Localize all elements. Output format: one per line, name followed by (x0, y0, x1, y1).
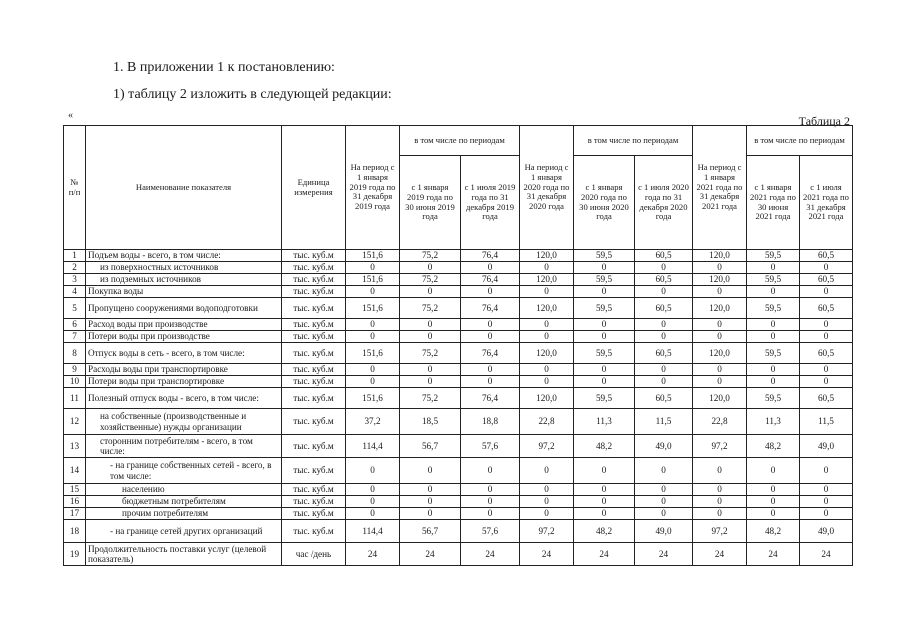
value-cell: 0 (747, 508, 800, 520)
row-number-cell: 9 (64, 364, 86, 376)
value-cell: 0 (346, 364, 400, 376)
value-cell: 120,0 (520, 250, 574, 262)
header-h2-2019: с 1 июля 2019 года по 31 декабря 2019 года (461, 156, 520, 250)
header-incl-2021: в том числе по периодам (747, 126, 853, 156)
value-cell: 59,5 (747, 298, 800, 319)
table-row (64, 376, 853, 388)
value-cell: 24 (635, 543, 693, 566)
indicator-name-cell: - на границе собственных сетей - всего, в том числе: (86, 458, 282, 484)
value-cell: 0 (520, 262, 574, 274)
value-cell: 76,4 (461, 388, 520, 409)
value-cell: 0 (461, 364, 520, 376)
value-cell: 120,0 (693, 250, 747, 262)
header-period-2019: На период с 1 января 2019 года по 31 декабря 2019 года (346, 126, 400, 250)
header-period-2020: На период с 1 января 2020 года по 31 декабря 2020 года (520, 126, 574, 250)
unit-cell: тыс. куб.м (282, 435, 346, 458)
value-cell: 59,5 (574, 343, 635, 364)
value-cell: 151,6 (346, 298, 400, 319)
value-cell: 59,5 (574, 274, 635, 286)
unit-cell: тыс. куб.м (282, 331, 346, 343)
value-cell: 151,6 (346, 388, 400, 409)
value-cell: 120,0 (693, 298, 747, 319)
value-cell: 0 (574, 364, 635, 376)
unit-cell: тыс. куб.м (282, 376, 346, 388)
value-cell: 75,2 (400, 298, 461, 319)
value-cell: 60,5 (800, 343, 853, 364)
value-cell: 0 (800, 376, 853, 388)
value-cell: 97,2 (520, 520, 574, 543)
opening-quote: « (68, 110, 73, 121)
value-cell: 97,2 (693, 435, 747, 458)
table-row (64, 543, 853, 566)
value-cell: 0 (635, 319, 693, 331)
value-cell: 0 (747, 496, 800, 508)
value-cell: 0 (635, 262, 693, 274)
value-cell: 0 (346, 286, 400, 298)
value-cell: 0 (574, 262, 635, 274)
value-cell: 59,5 (747, 343, 800, 364)
value-cell: 60,5 (635, 274, 693, 286)
value-cell: 22,8 (693, 409, 747, 435)
unit-cell: тыс. куб.м (282, 388, 346, 409)
value-cell: 49,0 (800, 435, 853, 458)
table-row (64, 331, 853, 343)
header-unit: Единица измерения (282, 126, 346, 250)
value-cell: 0 (461, 319, 520, 331)
header-name: Наименование показателя (86, 126, 282, 250)
table-row (64, 388, 853, 409)
header-incl-2019: в том числе по периодам (400, 126, 520, 156)
table-caption: Таблица 2 (798, 114, 850, 128)
value-cell: 60,5 (800, 298, 853, 319)
indicator-name-cell: Пропущено сооружениями водоподготовки (86, 298, 282, 319)
value-cell: 0 (747, 319, 800, 331)
value-cell: 0 (747, 458, 800, 484)
row-number-cell: 11 (64, 388, 86, 409)
table-row (64, 262, 853, 274)
header-h1-2019: с 1 января 2019 года по 30 июня 2019 года (400, 156, 461, 250)
row-number-cell: 2 (64, 262, 86, 274)
value-cell: 0 (400, 364, 461, 376)
value-cell: 48,2 (574, 435, 635, 458)
value-cell: 97,2 (693, 520, 747, 543)
unit-cell: тыс. куб.м (282, 298, 346, 319)
value-cell: 75,2 (400, 388, 461, 409)
value-cell: 60,5 (800, 250, 853, 262)
value-cell: 57,6 (461, 435, 520, 458)
value-cell: 0 (400, 458, 461, 484)
row-number-cell: 14 (64, 458, 86, 484)
indicator-name-cell: Потери воды при производстве (86, 331, 282, 343)
value-cell: 0 (400, 286, 461, 298)
value-cell: 0 (461, 376, 520, 388)
indicator-name-cell: - на границе сетей других организаций (86, 520, 282, 543)
row-number-cell: 15 (64, 484, 86, 496)
unit-cell: тыс. куб.м (282, 364, 346, 376)
value-cell: 11,5 (635, 409, 693, 435)
value-cell: 76,4 (461, 298, 520, 319)
intro-line-2: 1) таблицу 2 изложить в следующей редакции: (113, 87, 392, 102)
value-cell: 0 (520, 331, 574, 343)
value-cell: 0 (747, 484, 800, 496)
indicator-name-cell: населению (86, 484, 282, 496)
value-cell: 0 (693, 496, 747, 508)
value-cell: 0 (800, 319, 853, 331)
value-cell: 0 (400, 484, 461, 496)
value-cell: 24 (800, 543, 853, 566)
indicator-name-cell: Расходы воды при транспортировке (86, 364, 282, 376)
row-number-cell: 1 (64, 250, 86, 262)
row-number-cell: 18 (64, 520, 86, 543)
value-cell: 0 (461, 286, 520, 298)
table-row (64, 496, 853, 508)
value-cell: 0 (635, 376, 693, 388)
value-cell: 75,2 (400, 250, 461, 262)
value-cell: 49,0 (635, 435, 693, 458)
value-cell: 60,5 (635, 343, 693, 364)
indicator-name-cell: Покупка воды (86, 286, 282, 298)
value-cell: 0 (747, 262, 800, 274)
value-cell: 22,8 (520, 409, 574, 435)
value-cell: 0 (693, 376, 747, 388)
unit-cell: тыс. куб.м (282, 319, 346, 331)
value-cell: 97,2 (520, 435, 574, 458)
value-cell: 18,5 (400, 409, 461, 435)
value-cell: 0 (800, 484, 853, 496)
value-cell: 11,3 (574, 409, 635, 435)
value-cell: 0 (574, 286, 635, 298)
value-cell: 0 (346, 319, 400, 331)
unit-cell: тыс. куб.м (282, 274, 346, 286)
value-cell: 0 (635, 484, 693, 496)
row-number-cell: 12 (64, 409, 86, 435)
table-row (64, 484, 853, 496)
value-cell: 0 (346, 262, 400, 274)
table-row (64, 274, 853, 286)
indicator-name-cell: Продолжительность поставки услуг (целевой показатель) (86, 543, 282, 566)
row-number-cell: 19 (64, 543, 86, 566)
indicators-table (63, 125, 853, 566)
table-row (64, 435, 853, 458)
value-cell: 0 (400, 508, 461, 520)
value-cell: 37,2 (346, 409, 400, 435)
value-cell: 24 (747, 543, 800, 566)
table-row (64, 520, 853, 543)
value-cell: 0 (635, 496, 693, 508)
value-cell: 24 (693, 543, 747, 566)
value-cell: 0 (635, 286, 693, 298)
value-cell: 0 (747, 376, 800, 388)
row-number-cell: 13 (64, 435, 86, 458)
indicator-name-cell: Потери воды при транспортировке (86, 376, 282, 388)
value-cell: 0 (747, 286, 800, 298)
value-cell: 0 (520, 286, 574, 298)
unit-cell: тыс. куб.м (282, 262, 346, 274)
value-cell: 59,5 (574, 250, 635, 262)
value-cell: 48,2 (747, 435, 800, 458)
unit-cell: тыс. куб.м (282, 508, 346, 520)
value-cell: 0 (520, 458, 574, 484)
table-row (64, 343, 853, 364)
intro-line-1: 1. В приложении 1 к постановлению: (113, 60, 335, 75)
value-cell: 0 (400, 376, 461, 388)
value-cell: 18,8 (461, 409, 520, 435)
value-cell: 60,5 (800, 274, 853, 286)
value-cell: 0 (346, 376, 400, 388)
value-cell: 0 (693, 286, 747, 298)
unit-cell: тыс. куб.м (282, 484, 346, 496)
indicator-name-cell: прочим потребителям (86, 508, 282, 520)
value-cell: 0 (461, 496, 520, 508)
value-cell: 0 (800, 286, 853, 298)
table-row (64, 250, 853, 262)
indicator-name-cell: Подъем воды - всего, в том числе: (86, 250, 282, 262)
value-cell: 0 (800, 331, 853, 343)
value-cell: 0 (346, 508, 400, 520)
value-cell: 0 (574, 458, 635, 484)
table-row (64, 298, 853, 319)
value-cell: 48,2 (574, 520, 635, 543)
value-cell: 0 (800, 496, 853, 508)
row-number-cell: 7 (64, 331, 86, 343)
indicator-name-cell: бюджетным потребителям (86, 496, 282, 508)
value-cell: 49,0 (635, 520, 693, 543)
unit-cell: тыс. куб.м (282, 343, 346, 364)
value-cell: 120,0 (693, 343, 747, 364)
value-cell: 59,5 (747, 274, 800, 286)
table-row (64, 286, 853, 298)
value-cell: 0 (635, 458, 693, 484)
header-h1-2021: с 1 января 2021 года по 30 июня 2021 года (747, 156, 800, 250)
row-number-cell: 17 (64, 508, 86, 520)
value-cell: 0 (800, 458, 853, 484)
value-cell: 60,5 (635, 388, 693, 409)
value-cell: 0 (461, 508, 520, 520)
value-cell: 0 (400, 496, 461, 508)
unit-cell: час /день (282, 543, 346, 566)
value-cell: 0 (520, 508, 574, 520)
value-cell: 59,5 (574, 298, 635, 319)
value-cell: 0 (574, 496, 635, 508)
value-cell: 76,4 (461, 343, 520, 364)
header-num: № п/п (64, 126, 86, 250)
value-cell: 0 (635, 331, 693, 343)
value-cell: 56,7 (400, 435, 461, 458)
header-period-2021: На период с 1 января 2021 года по 31 декабря 2021 года (693, 126, 747, 250)
value-cell: 114,4 (346, 520, 400, 543)
unit-cell: тыс. куб.м (282, 250, 346, 262)
value-cell: 75,2 (400, 274, 461, 286)
value-cell: 0 (346, 331, 400, 343)
value-cell: 49,0 (800, 520, 853, 543)
indicator-name-cell: Расход воды при производстве (86, 319, 282, 331)
value-cell: 120,0 (520, 298, 574, 319)
value-cell: 0 (635, 364, 693, 376)
value-cell: 120,0 (520, 343, 574, 364)
row-number-cell: 5 (64, 298, 86, 319)
value-cell: 57,6 (461, 520, 520, 543)
value-cell: 0 (400, 262, 461, 274)
value-cell: 0 (520, 496, 574, 508)
row-number-cell: 10 (64, 376, 86, 388)
value-cell: 75,2 (400, 343, 461, 364)
header-incl-2020: в том числе по периодам (574, 126, 693, 156)
value-cell: 24 (520, 543, 574, 566)
value-cell: 120,0 (693, 274, 747, 286)
value-cell: 11,5 (800, 409, 853, 435)
value-cell: 59,5 (747, 388, 800, 409)
header-h2-2020: с 1 июля 2020 года по 31 декабря 2020 года (635, 156, 693, 250)
header-h2-2021: с 1 июля 2021 года по 31 декабря 2021 года (800, 156, 853, 250)
indicator-name-cell: сторонним потребителям - всего, в том числе: (86, 435, 282, 458)
value-cell: 0 (346, 484, 400, 496)
value-cell: 0 (693, 458, 747, 484)
indicator-name-cell: из поверхностных источников (86, 262, 282, 274)
value-cell: 56,7 (400, 520, 461, 543)
value-cell: 76,4 (461, 250, 520, 262)
row-number-cell: 16 (64, 496, 86, 508)
value-cell: 24 (574, 543, 635, 566)
row-number-cell: 3 (64, 274, 86, 286)
value-cell: 59,5 (747, 250, 800, 262)
table-row (64, 319, 853, 331)
table-row (64, 364, 853, 376)
row-number-cell: 4 (64, 286, 86, 298)
value-cell: 0 (693, 508, 747, 520)
value-cell: 0 (800, 262, 853, 274)
value-cell: 0 (461, 458, 520, 484)
value-cell: 151,6 (346, 250, 400, 262)
value-cell: 0 (520, 484, 574, 496)
indicator-name-cell: из подземных источников (86, 274, 282, 286)
table-row (64, 409, 853, 435)
value-cell: 48,2 (747, 520, 800, 543)
unit-cell: тыс. куб.м (282, 286, 346, 298)
table-row (64, 508, 853, 520)
value-cell: 0 (635, 508, 693, 520)
value-cell: 0 (461, 262, 520, 274)
value-cell: 151,6 (346, 343, 400, 364)
value-cell: 0 (461, 484, 520, 496)
value-cell: 0 (574, 319, 635, 331)
value-cell: 0 (574, 376, 635, 388)
header-h1-2020: с 1 января 2020 года по 30 июня 2020 года (574, 156, 635, 250)
value-cell: 0 (346, 496, 400, 508)
value-cell: 0 (747, 331, 800, 343)
table-row (64, 458, 853, 484)
value-cell: 0 (461, 331, 520, 343)
value-cell: 0 (693, 484, 747, 496)
value-cell: 0 (693, 364, 747, 376)
indicator-name-cell: Отпуск воды в сеть - всего, в том числе: (86, 343, 282, 364)
value-cell: 60,5 (635, 298, 693, 319)
unit-cell: тыс. куб.м (282, 458, 346, 484)
row-number-cell: 8 (64, 343, 86, 364)
value-cell: 0 (693, 262, 747, 274)
unit-cell: тыс. куб.м (282, 496, 346, 508)
value-cell: 76,4 (461, 274, 520, 286)
value-cell: 24 (346, 543, 400, 566)
value-cell: 0 (346, 458, 400, 484)
value-cell: 0 (574, 331, 635, 343)
value-cell: 0 (520, 319, 574, 331)
value-cell: 120,0 (520, 274, 574, 286)
value-cell: 0 (574, 508, 635, 520)
indicator-name-cell: на собственные (производственные и хозяйственные) нужды организации (86, 409, 282, 435)
value-cell: 24 (400, 543, 461, 566)
value-cell: 114,4 (346, 435, 400, 458)
value-cell: 0 (747, 364, 800, 376)
value-cell: 120,0 (520, 388, 574, 409)
indicator-name-cell: Полезный отпуск воды - всего, в том числе: (86, 388, 282, 409)
value-cell: 60,5 (800, 388, 853, 409)
row-number-cell: 6 (64, 319, 86, 331)
value-cell: 0 (574, 484, 635, 496)
value-cell: 0 (800, 364, 853, 376)
value-cell: 0 (800, 508, 853, 520)
value-cell: 0 (520, 376, 574, 388)
value-cell: 60,5 (635, 250, 693, 262)
value-cell: 24 (461, 543, 520, 566)
value-cell: 59,5 (574, 388, 635, 409)
value-cell: 0 (693, 319, 747, 331)
value-cell: 0 (400, 331, 461, 343)
value-cell: 0 (400, 319, 461, 331)
value-cell: 0 (520, 364, 574, 376)
value-cell: 0 (693, 331, 747, 343)
value-cell: 11,3 (747, 409, 800, 435)
value-cell: 151,6 (346, 274, 400, 286)
unit-cell: тыс. куб.м (282, 409, 346, 435)
value-cell: 120,0 (693, 388, 747, 409)
unit-cell: тыс. куб.м (282, 520, 346, 543)
